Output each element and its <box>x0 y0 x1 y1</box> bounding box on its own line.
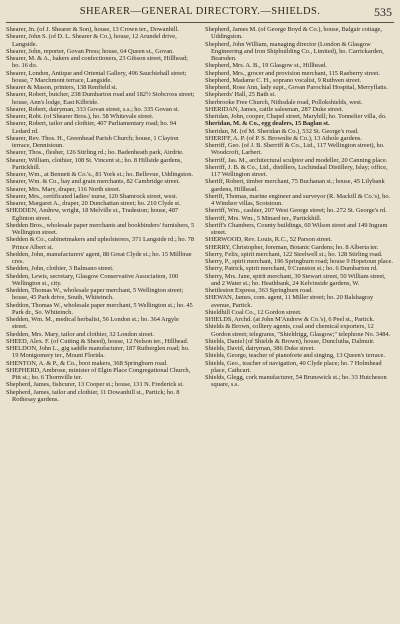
directory-entry: Sheridan, John, cooper, Chapel street, Maryhill; ho. Tonnelier villa, do. <box>205 113 387 120</box>
right-column <box>205 26 394 403</box>
directory-entry: Shepherd, James M. (of George Boyd & Co.), house, Balgair cottage, Uddingston. <box>205 26 383 41</box>
left-column <box>6 26 195 403</box>
directory-entry: Shepherds' Hall, 25 Bath st. <box>205 91 276 99</box>
directory-entry: Shields, George, teacher of pianoforte and singing, 13 Queen's terrace. <box>205 352 385 360</box>
directory-entry: Shearer, Robert, butcher, 238 Dumbarton road and 182½ Stobcross street; house, Ann's lodge, East Kilbride. <box>6 91 195 106</box>
directory-entry: SHEPHERD, Ambrose, minister of Elgin Place Congregational Church, Pitt st.; ho. 6 Thornville ter. <box>6 366 191 381</box>
directory-entry: Shepherd, Mrs. A. B., 19 Glasgow st., Hillhead. <box>205 62 327 70</box>
directory-entry: Shepherd, Rose Ann, lady supt., Govan Parochial Hospital, Merryflatts. <box>205 84 388 91</box>
directory-entry: SHIELDS, Archd. (at John M'Andrew & Co.'s), 6 Peel st., Partick. <box>205 316 375 323</box>
running-left-word: SHEARER <box>79 6 131 17</box>
directory-entry: Shearer, Rev. Thos. H., Greenhead Parish Church; house, 1 Clayton terrace, Dennistoun. <box>6 134 179 149</box>
directory-columns <box>6 26 394 403</box>
directory-entry: Sheriff, Robert, timber merchant, 75 Buchanan st.; house, 45 Lilybank gardens, Hillhead. <box>205 178 385 193</box>
page-header <box>6 4 394 23</box>
directory-entry: Sherriff, Wm., cashier, 207 West George street; ho. 272 St. George's rd. <box>205 207 387 215</box>
directory-entry: Sherriff, Mrs. Wm., 5 Minard ter., Partickhill. <box>205 214 322 222</box>
directory-entry: Sheridan, M. & Co., egg dealers, 15 Baglan st. <box>205 120 330 128</box>
directory-entry: Shearer, John S. (of D. L. Shearer & Co.), house, 12 Arundel drive, Langside. <box>6 33 177 48</box>
directory-entry: Shearer, Mrs. Mary, draper, 116 North street. <box>6 185 121 193</box>
directory-entry: Shepherd, Mrs., grocer and provision merchant, 115 Raeberry street. <box>205 69 380 77</box>
directory-entry: SHEED, Alex. F. (of Cutting & Sheed), house, 12 Nelson ter., Hillhead. <box>6 337 189 345</box>
directory-entry: Shearer, Wm. & Co., hay and grain merchants, 82 Cambridge street. <box>6 178 180 186</box>
directory-entry: Shearer, Robt. (of Shearer Bros.), ho. 58 Whitevale street. <box>6 113 154 120</box>
directory-entry: Shearer, Thos., flesher, 126 Stirling rd.; ho. Badenheath park, Airdrie. <box>6 149 184 157</box>
directory-entry: Shearer & Mason, printers, 138 Renfield st. <box>6 84 118 91</box>
directory-entry: Shedden, John, clothier, 3 Balmano street. <box>6 265 114 273</box>
directory-entry: Shearer, John, reporter, Govan Press; house, 64 Queen st., Govan. <box>6 47 174 55</box>
directory-entry: Shedden, Wm. M., medical herbalist, 56 London st.; ho. 364 Argyle street. <box>6 316 179 331</box>
directory-entry: Sheddon, Thomas W., wholesale paper merchant, 5 Wellington st.; ho. 45 Park dr., So. Whiteinch. <box>6 301 193 316</box>
directory-entry: Sherbrooke Free Church, Nithsdale road, Pollokshields, west. <box>205 98 363 106</box>
directory-entry: SHEWAN, James, com. agent, 11 Miller street; ho. 20 Balshagray avenue, Partick. <box>205 294 374 309</box>
directory-entry: Sheriff's Chambers, County buildings, 60 Wilson street and 149 Ingram street. <box>205 221 388 236</box>
running-title: SHEARER—GENERAL DIRECTORY.—SHIELDS. <box>79 6 321 17</box>
directory-entry: Sheridan, M. (of M. Sheridan & Co.), 532 St. George's road. <box>205 127 359 135</box>
directory-entry: Shedden Bros., wholesale paper merchants and bookbinders' furnishers, 5 Wellington street. <box>6 221 195 236</box>
directory-entry: Sherriff, Jas. M., architectural sculptor and modeller, 20 Canning place. <box>205 156 388 164</box>
directory-entry: Shearer, Wm., at Bennett & Co.'s., 81 York st.; ho. Bellevue, Uddingston. <box>6 171 194 178</box>
page-number: 535 <box>374 5 392 19</box>
directory-entry: SHERIDAN, James, cattle salesman, 287 Duke street. <box>205 105 344 113</box>
directory-entry: Shearer, Mrs., certificated ladies' nurse, 120 Shamrock street, west. <box>6 192 178 200</box>
running-right-word: SHIELDS. <box>271 6 321 17</box>
directory-entry: SHEDDEN, Andrew, wright, 18 Melville st., Tradeston; house, 487 Eglinton street. <box>6 207 179 222</box>
directory-entry: SHERIFF, A. P. (of P. S. Brownlie & Co.), 13 Athole gardens. <box>205 134 362 142</box>
directory-entry: Shearer, M. & A., bakers and confectioners, 23 Gibson street, Hillhead; ho. 16 do. <box>6 55 188 70</box>
directory-entry: Shieldhill Coal Co., 12 Gordon street. <box>205 308 302 316</box>
running-center-title: GENERAL DIRECTORY. <box>141 6 261 17</box>
directory-entry: Shedden, Mrs. Mary, tailor and clothier, 32 London street. <box>6 330 155 338</box>
directory-entry: Shedden, Lewis, secretary, Glasgow Conservative Association, 100 Wellington st., city. <box>6 272 179 287</box>
directory-entry: Shearer, London, Antique and Oriental Gallery, 496 Sauchiehall street; house, 7 Marchmont terrace, Langside. <box>6 69 187 84</box>
directory-entry: SHERWOOD, Rev. Louis, R.C., 52 Parson street. <box>205 236 332 244</box>
directory-entry: Sherriff, J. B. & Co., Ltd., distillers, Lochindaal Distillery, Islay; office, 117 Wellington street. <box>205 163 388 178</box>
directory-entry: SHELDON, John L., gig saddle manufacturer, 187 Rutherglen road; ho. 19 Montgomery ter., Mount Florida. <box>6 345 190 360</box>
directory-entry: Sherry, P., spirit merchant, 196 Springburn road; house 9 Hopetoun place. <box>205 258 393 265</box>
directory-entry: Sheriff, Thomas, marine engineer and surveyor (R. Mackill & Co.'s), ho. 4 Windsor villas, Scotstoun. <box>205 192 391 207</box>
directory-entry: Shields & Brown, colliery agents, coal and chemical exporters, 12 Gordon street; telegrams, "Shieldrigg, Glasgow;" telephone No. 3484. <box>205 323 391 338</box>
directory-entry: Sherry, Felix, spirit merchant, 122 Steelwell st.; ho. 128 Stirling road. <box>205 250 383 258</box>
directory-entry: Shearer, Margaret A., draper, 20 Dunchattan street; ho. 210 Clyde st. <box>6 200 181 207</box>
directory-entry: Shepherd, Madame C. H., soprano vocalist, 9 Ruthven street. <box>205 76 362 84</box>
directory-entry: Shepherd, John William, managing director (London & Glasgow Engineering and Iron Shipbuilding Co., Limited), ho. Carrickarden, Bearsden. <box>205 40 384 62</box>
directory-entry: Shields, Daniel (of Shields & Brown), house, Dunclutha, Dalmuir. <box>205 337 375 345</box>
directory-entry: Shields, David, dairyman, 386 Duke street. <box>205 345 316 352</box>
directory-entry: Sherry, Mrs. Jane, spirit merchant, 30 Stewart street, 50 William street, and 2 Water st.; ho. Heathbank, 24 Kelvinside gardens, W. <box>205 272 386 287</box>
directory-entry: Shepherd, James, tailor and clothier, 11 Dowanhill st., Partick; ho. 8 Rothesay gardens. <box>6 388 180 403</box>
directory-entry: Shearer, Robert, tailor and clothier, 407 Parliamentary road; ho. 94 Ledard rd. <box>6 120 177 135</box>
directory-entry: Shepherd, James, fishcurer, 13 Cooper st.; house, 131 N. Frederick st. <box>6 381 184 389</box>
directory-entry: Shields, Glegg, cork manufacturer, 54 Brunswick st.; ho. 33 Hutcheson square, s.s. <box>205 374 387 389</box>
directory-entry: Shedden & Co., cabinetmakers and upholsterers, 371 Langside rd.; ho. 78 Prince Albert st. <box>6 236 195 251</box>
directory-entry: Shearer, William, clothier, 108 St. Vincent st.; ho. 8 Hillside gardens, Partickhill. <box>6 156 182 171</box>
directory-entry: Shearer, Robert, dairyman, 333 Govan street, s.s.; ho. 335 Govan st. <box>6 105 180 113</box>
directory-entry: Shedden, Thomas W., wholesale paper merchant, 5 Wellington street; house, 45 Park drive, South, Whiteinch. <box>6 287 184 302</box>
directory-entry: Sherriff, Geo. (of J. B. Sherriff & Co., Ltd., 117 Wellington street), ho. Woodcroft, Larbert. <box>205 142 385 157</box>
directory-entry: Shields, Geo., teacher of navigation, 40 Clyde place; ho. 7 Holmhead place, Cathcart. <box>205 359 382 374</box>
directory-entry: SHENTON, A. & P., & Co., boot makers, 368 Springburn road. <box>6 359 168 367</box>
directory-entry: Shedden, John, manufacturers' agent, 88 Great Clyde st.; ho. 15 Millbrae cres. <box>6 250 192 265</box>
directory-entry: Shettleston Express, 363 Springburn road. <box>205 287 313 294</box>
directory-entry: Shearer, Jn. (of J. Shearer & Son), house, 13 Crown ter., Dowanhill. <box>6 26 179 33</box>
directory-entry: Sherry, Patrick, spirit merchant, 9 Cranston st.; ho. 6 Dumbarton rd. <box>205 265 378 273</box>
directory-entry: SHERRY, Christopher, foreman, Botanic Gardens; ho. 8 Alberta ter. <box>205 243 379 251</box>
